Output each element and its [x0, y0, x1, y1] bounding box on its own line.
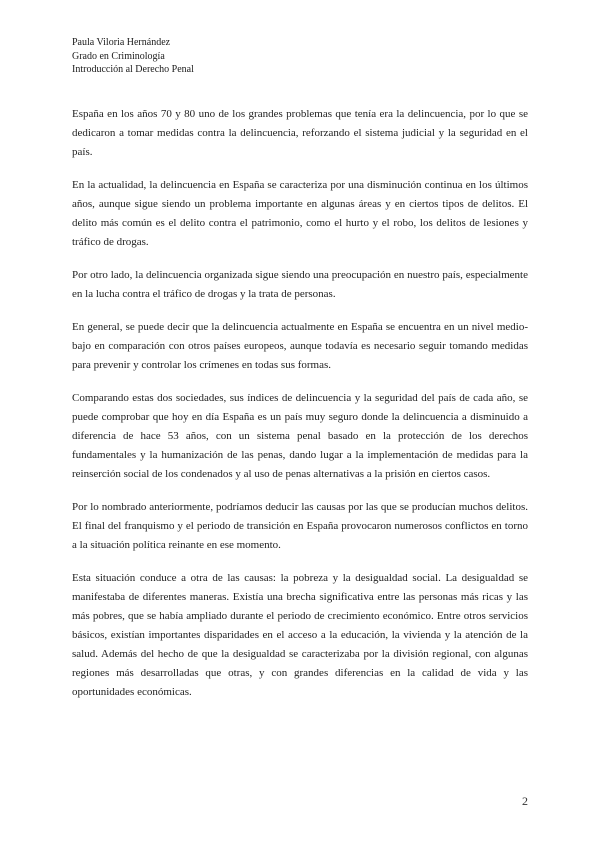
- paragraph: En general, se puede decir que la delincuencia actualmente en España se encuentra en un nivel medio-bajo en comparación con otros países europeos, aunque todavía es necesario seguir tomando medidas para prevenir y controlar los crímenes en todas sus formas.: [72, 321, 528, 371]
- paragraph: Por lo nombrado anteriormente, podríamos deducir las causas por las que se producían muchos delitos. El final del franquismo y el periodo de transición en España provocaron numerosos conflictos en torno a la situación política reinante en ese momento.: [72, 501, 528, 551]
- course-name: Introducción al Derecho Penal: [72, 64, 194, 75]
- paragraph: Esta situación conduce a otra de las causas: la pobreza y la desigualdad social. La desigualdad se manifestaba de diferentes maneras. Existía una brecha significativa entre las personas más ricas y las más pobres, que se había ampliado durante el periodo de crecimiento económico. Entre otros servicios básicos, existían importantes disparidades en el acceso a la educación, la vivienda y la atención de la salud. Además del hecho de que la desigualdad se caracterizaba por la división regional, con algunas regiones más desarrolladas que otras, y con grandes diferencias en la calidad de vida y las oportunidades económicas.: [72, 572, 528, 698]
- paragraph: En la actualidad, la delincuencia en España se caracteriza por una disminución continua en los últimos años, aunque sigue siendo un problema importante en algunas áreas y en ciertos tipos de delitos. El delito más común es el delito contra el patrimonio, como el hurto y el robo, los delitos de lesiones y tráfico de drogas.: [72, 179, 528, 248]
- paragraph: Por otro lado, la delincuencia organizada sigue siendo una preocupación en nuestro país, especialmente en la lucha contra el tráfico de drogas y la trata de personas.: [72, 269, 528, 300]
- paragraph: Comparando estas dos sociedades, sus índices de delincuencia y la seguridad del país de cada año, se puede comprobar que hoy en día España es un país muy seguro donde la delincuencia a disminuido a diferencia de hace 53 años, con un sistema penal basado en la protección de los derechos fundamentales y la humanización de las penas, dando lugar a la implementación de medidas para la reinserción social de los condenados y al uso de penas alternativas a la prisión en ciertos casos.: [72, 392, 528, 480]
- degree-name: Grado en Criminología: [72, 50, 165, 62]
- document-body: [72, 105, 528, 716]
- document-header: [72, 36, 194, 77]
- page-number: 2: [522, 794, 528, 808]
- author-name: Paula Viloria Hernández: [72, 37, 171, 48]
- paragraph: España en los años 70 y 80 uno de los grandes problemas que tenía era la delincuencia, por lo que se dedicaron a tomar medidas contra la delincuencia, reforzando el sistema judicial y la seguridad en el país.: [72, 108, 528, 158]
